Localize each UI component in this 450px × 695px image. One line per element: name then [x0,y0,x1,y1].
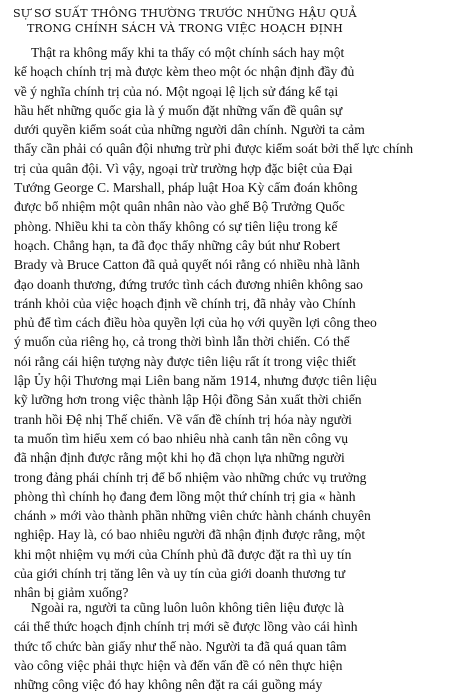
text-line: hầu hết những quốc gia là ý muốn đặt những vấn đề quân sự [14,102,343,118]
text-line: đạo doanh thương, đứng trước tình cách đương nhiên không sao [14,276,363,292]
text-line: được bổ nhiệm một quân nhân nào vào ghế Bộ Trưởng Quốc [14,199,345,215]
text-line: khi một nhiệm vụ mới của Chính phủ đã được đặt ra thì uy tín [14,546,352,562]
text-line: trị của quân đội. Vì vậy, ngoại trừ trường hợp đặc biệt của Đại [14,160,353,176]
text-line: tranh hồi Đệ nhị Thế chiến. Về vấn đề chính trị hóa này người [14,411,352,427]
paragraph-1 [14,43,440,603]
text-line: kỹ lưỡng hơn trong việc thành lập Hội đồng Sản xuất thời chiến [14,392,362,408]
text-line: phủ để tìm cách điều hòa quyền lợi của họ với quyền lợi công theo [14,315,377,331]
text-line: Ngoài ra, người ta cũng luôn luôn không tiên liệu được là [31,600,345,615]
text-line: về ý nghĩa chính trị của nó. Một ngoại lệ lịch sử đáng kể tại [14,83,339,99]
text-line: vào công việc phải thực hiện và đến vấn đề có nên thực hiện [14,657,343,673]
text-line: trong đảng phái chính trị để bổ nhiệm vào những chức vụ trưởng [14,469,367,485]
text-line: ta muốn tìm hiểu xem có bao nhiêu nhà canh tân nền công vụ [14,430,349,446]
text-line: phòng thì chính họ đang đem lồng một thứ chính trị gia « hành [14,488,356,504]
text-line: nhân bị giảm xuống? [14,585,129,601]
text-line: của giới chính trị tăng lên và uy tín của giới doanh thương tư [14,566,346,582]
text-line: hoạch. Chẳng hạn, ta đã đọc thấy những cây bút như Robert [14,237,341,253]
text-line: thấy cần phải có quân đội nhưng trừ phi được kiểm soát bởi thế lực chính [14,141,414,157]
text-line: Brady và Bruce Catton đã quả quyết nói rằng có nhiều nhà lãnh [14,257,360,273]
paragraph-2 [14,598,440,694]
text-line: đã nhận định được rằng một khi họ đã chọn lựa những người [14,450,345,466]
text-line: nghiệp. Hay là, có bao nhiêu người đã nhận định được rằng, một [14,527,366,543]
text-line: thức tổ chức bàn giấy như thế nào. Người ta đã quá quan tâm [14,638,347,654]
text-line: kế hoạch chính trị mà được kèm theo một óc nhận định đầy đủ [14,64,355,80]
text-line: tránh khỏi của việc hoạch định về chính trị, đã nhảy vào Chính [14,295,356,311]
text-line: Tướng George C. Marshall, pháp luật Hoa Kỳ cấm đoán không [14,180,358,196]
heading-line: SỰ SƠ SUẤT THÔNG THƯỜNG TRƯỚC NHỮNG HẬU QUẢ [13,7,357,20]
text-line: ý muốn của riêng họ, cả trong thời bình lẫn thời chiến. Có thể [14,334,350,350]
text-line: nói rằng cái hiện tượng này được tiên liệu rất ít trong việc thiết [14,353,357,369]
text-line: chánh » mới vào thành phần những viên chức hành chánh chuyên [14,508,371,524]
section-heading [13,6,443,36]
text-line: phòng. Nhiều khi ta còn thấy không có sự tiên liệu trong kế [14,218,338,234]
text-line: dưới quyền kiểm soát của những người dân chính. Người ta cảm [14,122,365,138]
text-line: cái thể thức hoạch định chính trị mới sẽ được lồng vào cái hình [14,619,358,635]
heading-line: TRONG CHÍNH SÁCH VÀ TRONG VIỆC HOẠCH ĐỊNH [27,22,343,35]
text-line: Thật ra không mấy khi ta thấy có một chính sách hay một [31,45,345,60]
text-line: lập Ủy hội Thương mại Liên bang năm 1914, nhưng được tiên liệu [14,373,377,389]
text-line: những công việc đó hay không nên đặt ra cái guồng máy [14,677,323,693]
